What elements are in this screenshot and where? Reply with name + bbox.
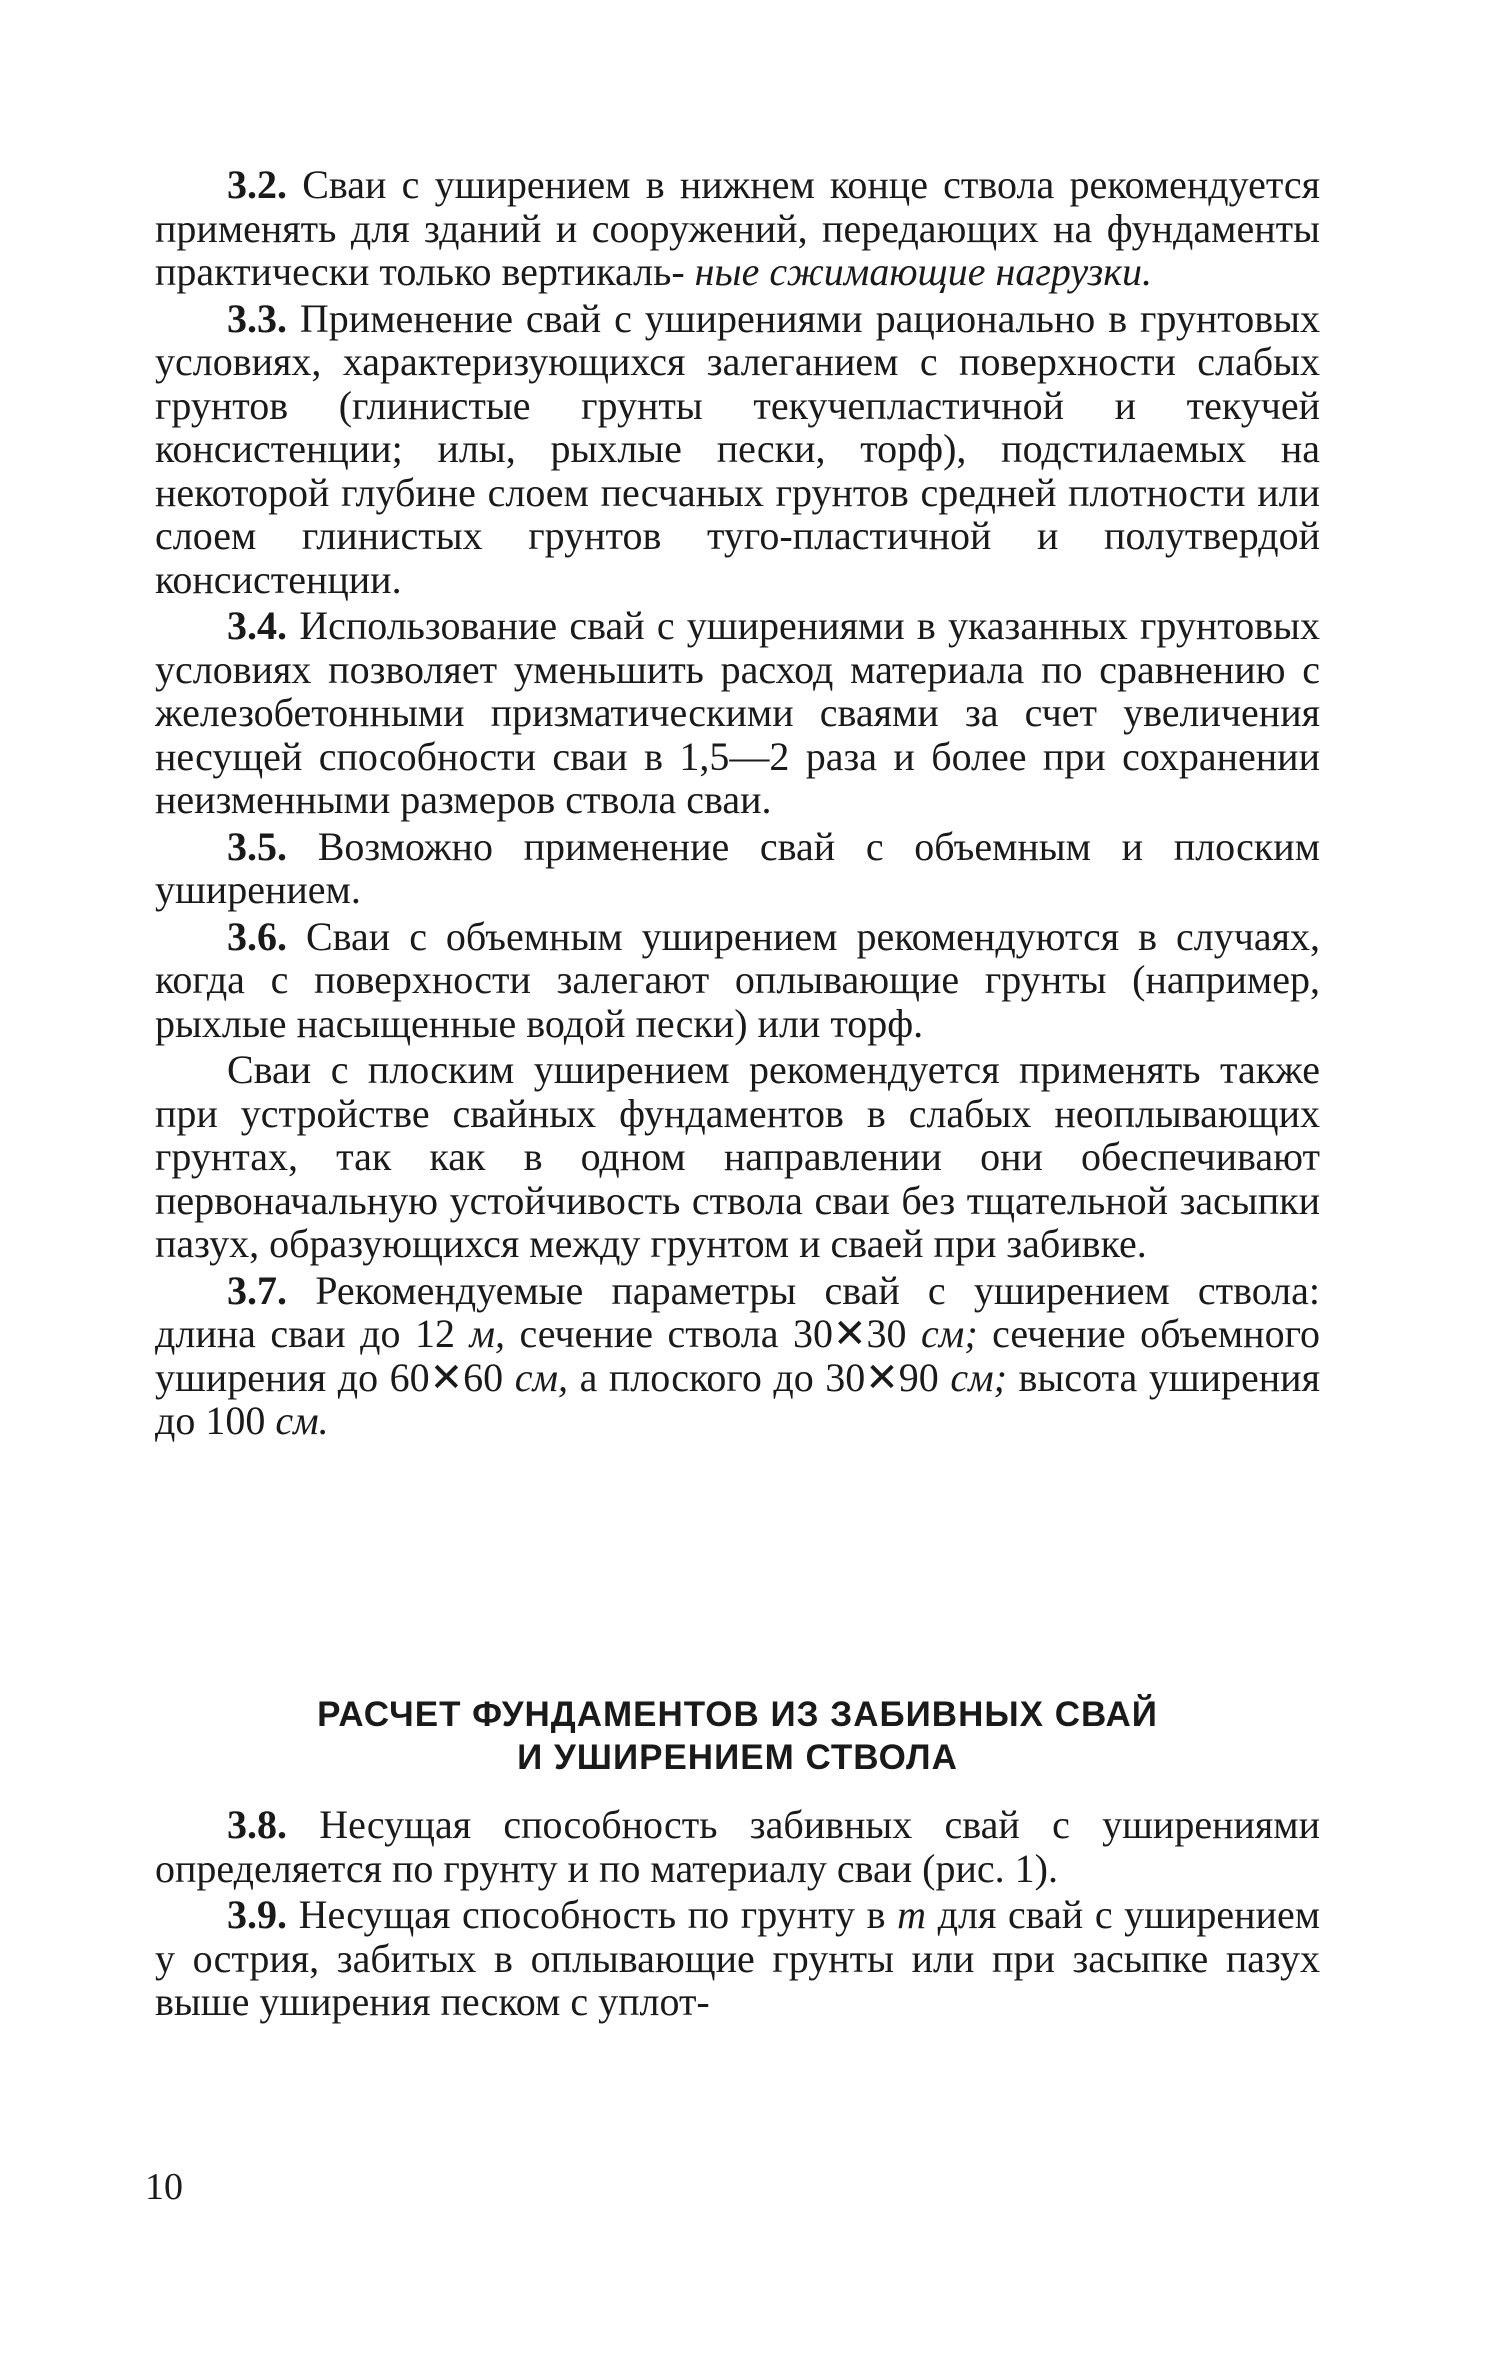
- paragraph-text: Использование свай с уширениями в указанных грунтовых условиях позволяет уменьшить расход материала по сравнению с железобетонными призматическими сваями за счет увеличения несущей способности сваи в 1,5—2 раза и более при сохранении неизменными размеров ствола сваи.: [155, 603, 1320, 822]
- paragraph-text: Сваи с уширением в нижнем конце ствола рекомендуется применять для зданий и сооружений, передающих на фундаменты практически только вертикаль-: [155, 162, 1321, 294]
- paragraph-3-2: [155, 163, 1320, 294]
- paragraph-3-8: [155, 1803, 1320, 1890]
- paragraph-3-5: [155, 825, 1320, 912]
- paragraph-number: 3.8.: [227, 1802, 287, 1847]
- unit-label: см.: [275, 1398, 329, 1443]
- paragraph-text-italic: ные сжимающие нагрузки.: [694, 249, 1152, 294]
- paragraph-number: 3.6.: [227, 913, 287, 959]
- paragraph-number: 3.2.: [227, 162, 287, 207]
- paragraph-text: для свай с уширением у острия, забитых в оплывающие грунты или при засыпке пазух выше уширения песком с уплот-: [155, 1892, 1321, 2024]
- paragraph-text: сечение ствола 30✕30: [519, 1311, 907, 1356]
- paragraph-number: 3.4.: [227, 603, 287, 648]
- page-number: 10: [145, 2166, 183, 2208]
- body-text-top: [155, 163, 1320, 1446]
- paragraph-number: 3.3.: [227, 295, 287, 341]
- paragraph-3-9: [155, 1893, 1320, 2024]
- section-heading-line-1: РАСЧЕТ ФУНДАМЕНТОВ ИЗ ЗАБИВНЫХ СВАЙ: [317, 1695, 1158, 1734]
- unit-label: м,: [469, 1311, 506, 1356]
- unit-label: т: [897, 1892, 927, 1937]
- unit-label: см;: [921, 1311, 978, 1356]
- paragraph-text: сечение объемного уширения до 60✕60: [155, 1311, 1320, 1400]
- paragraph-3-4: [155, 604, 1320, 822]
- unit-label: см;: [950, 1354, 1007, 1400]
- section-heading-line-2: И УШИРЕНИЕМ СТВОЛА: [517, 1738, 958, 1777]
- paragraph-text: высота уширения до 100: [155, 1354, 1320, 1443]
- paragraph-number: 3.5.: [227, 823, 287, 869]
- paragraph-text: Сваи с объемным уширением рекомендуются в случаях, когда с поверхности залегают оплывающие грунты (например, рыхлые насыщенные водой пески) или торф.: [155, 913, 1321, 1046]
- section-heading: [155, 1693, 1320, 1779]
- paragraph-3-7: [155, 1269, 1320, 1443]
- paragraph-3-6-continued: [155, 1048, 1320, 1266]
- paragraph-text: а плоского до 30✕90: [579, 1354, 939, 1400]
- paragraph-text: Несущая способность забивных свай с уширениями определяется по грунту и по материалу сваи (рис. 1).: [155, 1802, 1321, 1891]
- paragraph-number: 3.9.: [227, 1892, 287, 1937]
- unit-label: см,: [514, 1354, 569, 1400]
- paragraph-text: Несущая способность по грунту в: [298, 1892, 886, 1937]
- paragraph-text: Рекомендуемые параметры свай с уширением ствола: длина сваи до 12: [155, 1267, 1321, 1356]
- paragraph-3-3: [155, 297, 1320, 602]
- paragraph-number: 3.7.: [227, 1267, 287, 1313]
- body-text-bottom: [155, 1803, 1320, 2027]
- paragraph-text: Возможно применение свай с объемным и плоским уширением.: [155, 823, 1321, 912]
- paragraph-3-6: [155, 915, 1320, 1046]
- paragraph-text: Сваи с плоским уширением рекомендуется применять также при устройстве свайных фундаментов в слабых неоплывающих грунтах, так как в одном направлении они обеспечивают первоначальную устойчивость ствола сваи без тщательной засыпки пазух, образующихся между грунтом и сваей при забивке.: [155, 1047, 1320, 1266]
- paragraph-text: Применение свай с уширениями рационально в грунтовых условиях, характеризующихся залеганием с поверхности слабых грунтов (глинистые грунты текучепластичной и текучей консистенции; илы, рыхлые пески, торф), подстилаемых на некоторой глубине слоем песчаных грунтов средней плотности или слоем глинистых грунтов туго-пластичной и полутвердой консистенции.: [155, 295, 1321, 602]
